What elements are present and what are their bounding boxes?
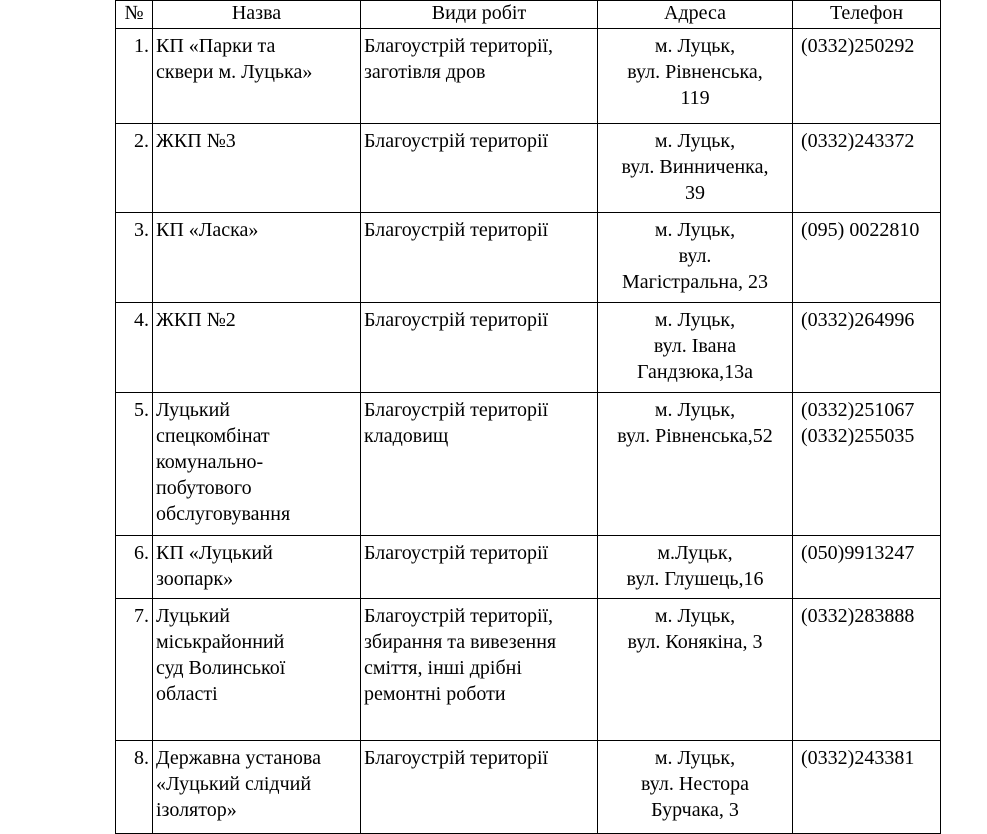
cell-address-line: м. Луцьк, [654,309,736,331]
table-row [116,741,941,834]
cell-work-type [361,741,598,834]
cell-address-line: м. Луцьк, [654,35,736,57]
cell-name-line: КП «Луцький [156,542,273,564]
cell-name [153,741,361,834]
cell-phone [793,29,941,124]
cell-name-line: зоопарк» [156,568,234,590]
table-row [116,599,941,741]
cell-work-type [361,393,598,536]
table-row [116,213,941,303]
cell-name-line: КП «Ласка» [156,219,259,241]
cell-work-type-line: кладовищ [364,425,449,447]
cell-address-line: м. Луцьк, [654,747,736,769]
cell-name-line: міськрайонний [156,631,285,653]
cell-work-type-line: заготівля дров [364,61,486,83]
cell-name [153,393,361,536]
cell-work-type-line: збирання та вивезення [364,631,557,653]
cell-address [598,741,793,834]
table-row [116,393,941,536]
cell-name [153,599,361,741]
header-work-type: Види робіт [361,1,598,29]
cell-name-line: ізолятор» [156,799,237,821]
cell-name-line: побутового [156,477,252,499]
cell-phone [793,393,941,536]
header-address: Адреса [598,1,793,29]
header-name: Назва [153,1,361,29]
cell-address [598,303,793,393]
cell-phone [793,124,941,213]
cell-phone-line: (0332)255035 [801,425,915,447]
cell-work-type-line: Благоустрій території [364,399,549,421]
cell-address-line: вул. Нестора [641,773,749,795]
cell-work-type-line: Благоустрій території, [364,605,554,627]
cell-address-line: вул. Конякіна, 3 [627,631,763,653]
cell-name-line: сквери м. Луцька» [156,61,313,83]
cell-work-type [361,303,598,393]
cell-name-line: «Луцький слідчий [156,773,312,795]
cell-address-line: м. Луцьк, [654,130,736,152]
cell-address-line: Бурчака, 3 [651,799,739,821]
cell-phone [793,213,941,303]
table-row [116,29,941,124]
cell-name [153,124,361,213]
table-row [116,536,941,599]
cell-address-line: вул. Івана [653,335,737,357]
cell-work-type [361,29,598,124]
cell-name [153,536,361,599]
table-row [116,124,941,213]
cell-address-line: вул. [678,245,712,267]
cell-phone-line: (095) 0022810 [801,219,920,241]
cell-phone [793,303,941,393]
cell-address-line: м.Луцьк, [657,542,733,564]
cell-address-line: м. Луцьк, [654,219,736,241]
cell-name-line: ЖКП №2 [156,309,236,331]
cell-phone [793,599,941,741]
cell-address [598,213,793,303]
cell-work-type-line: Благоустрій території, [364,35,554,57]
cell-work-type-line: Благоустрій території [364,219,549,241]
cell-work-type [361,213,598,303]
cell-address-line: 119 [680,87,710,109]
cell-phone [793,536,941,599]
cell-number: 7. [116,599,153,741]
cell-work-type-line: Благоустрій території [364,309,549,331]
cell-name-line: обслуговування [156,503,291,525]
organizations-table [115,0,941,834]
cell-address-line: 39 [685,182,705,204]
cell-number: 4. [116,303,153,393]
cell-number: 5. [116,393,153,536]
cell-phone-line: (050)9913247 [801,542,915,564]
header-row [116,1,941,29]
cell-work-type [361,536,598,599]
cell-address [598,124,793,213]
cell-work-type-line: Благоустрій території [364,130,549,152]
cell-phone-line: (0332)243372 [801,130,915,152]
header-number: № [116,1,153,29]
cell-address-line: Магістральна, 23 [621,271,768,293]
cell-name-line: КП «Парки та [156,35,276,57]
cell-name [153,303,361,393]
cell-address-line: вул. Рівненська, [627,61,763,83]
cell-number: 1. [116,29,153,124]
cell-name-line: Луцький [156,399,231,421]
cell-work-type-line: сміття, інші дрібні [364,657,522,679]
cell-work-type [361,124,598,213]
table-body [116,29,941,834]
cell-address [598,599,793,741]
cell-name [153,29,361,124]
cell-name-line: комунально- [156,451,264,473]
cell-name-line: області [156,683,218,705]
cell-name-line: спецкомбінат [156,425,270,447]
cell-address-line: м. Луцьк, [654,605,736,627]
cell-number: 3. [116,213,153,303]
cell-name-line: ЖКП №3 [156,130,236,152]
cell-name [153,213,361,303]
cell-address [598,29,793,124]
cell-name-line: Луцький [156,605,231,627]
cell-phone-line: (0332)250292 [801,35,915,57]
cell-address [598,536,793,599]
cell-phone-line: (0332)251067 [801,399,915,421]
cell-phone-line: (0332)243381 [801,747,915,769]
cell-phone-line: (0332)283888 [801,605,915,627]
cell-number: 6. [116,536,153,599]
cell-name-line: Державна установа [156,747,321,769]
cell-work-type-line: ремонтні роботи [364,683,506,705]
cell-address-line: вул. Глушець,16 [626,568,764,590]
cell-number: 2. [116,124,153,213]
cell-address-line: вул. Винниченка, [621,156,769,178]
cell-address [598,393,793,536]
cell-phone-line: (0332)264996 [801,309,915,331]
cell-address-line: м. Луцьк, [654,399,736,421]
cell-phone [793,741,941,834]
cell-work-type-line: Благоустрій території [364,747,549,769]
header-phone: Телефон [793,1,941,29]
cell-name-line: суд Волинської [156,657,286,679]
table-row [116,303,941,393]
cell-address-line: Гандзюка,13а [636,361,754,383]
cell-work-type-line: Благоустрій території [364,542,549,564]
cell-address-line: вул. Рівненська,52 [617,425,773,447]
cell-number: 8. [116,741,153,834]
cell-work-type [361,599,598,741]
